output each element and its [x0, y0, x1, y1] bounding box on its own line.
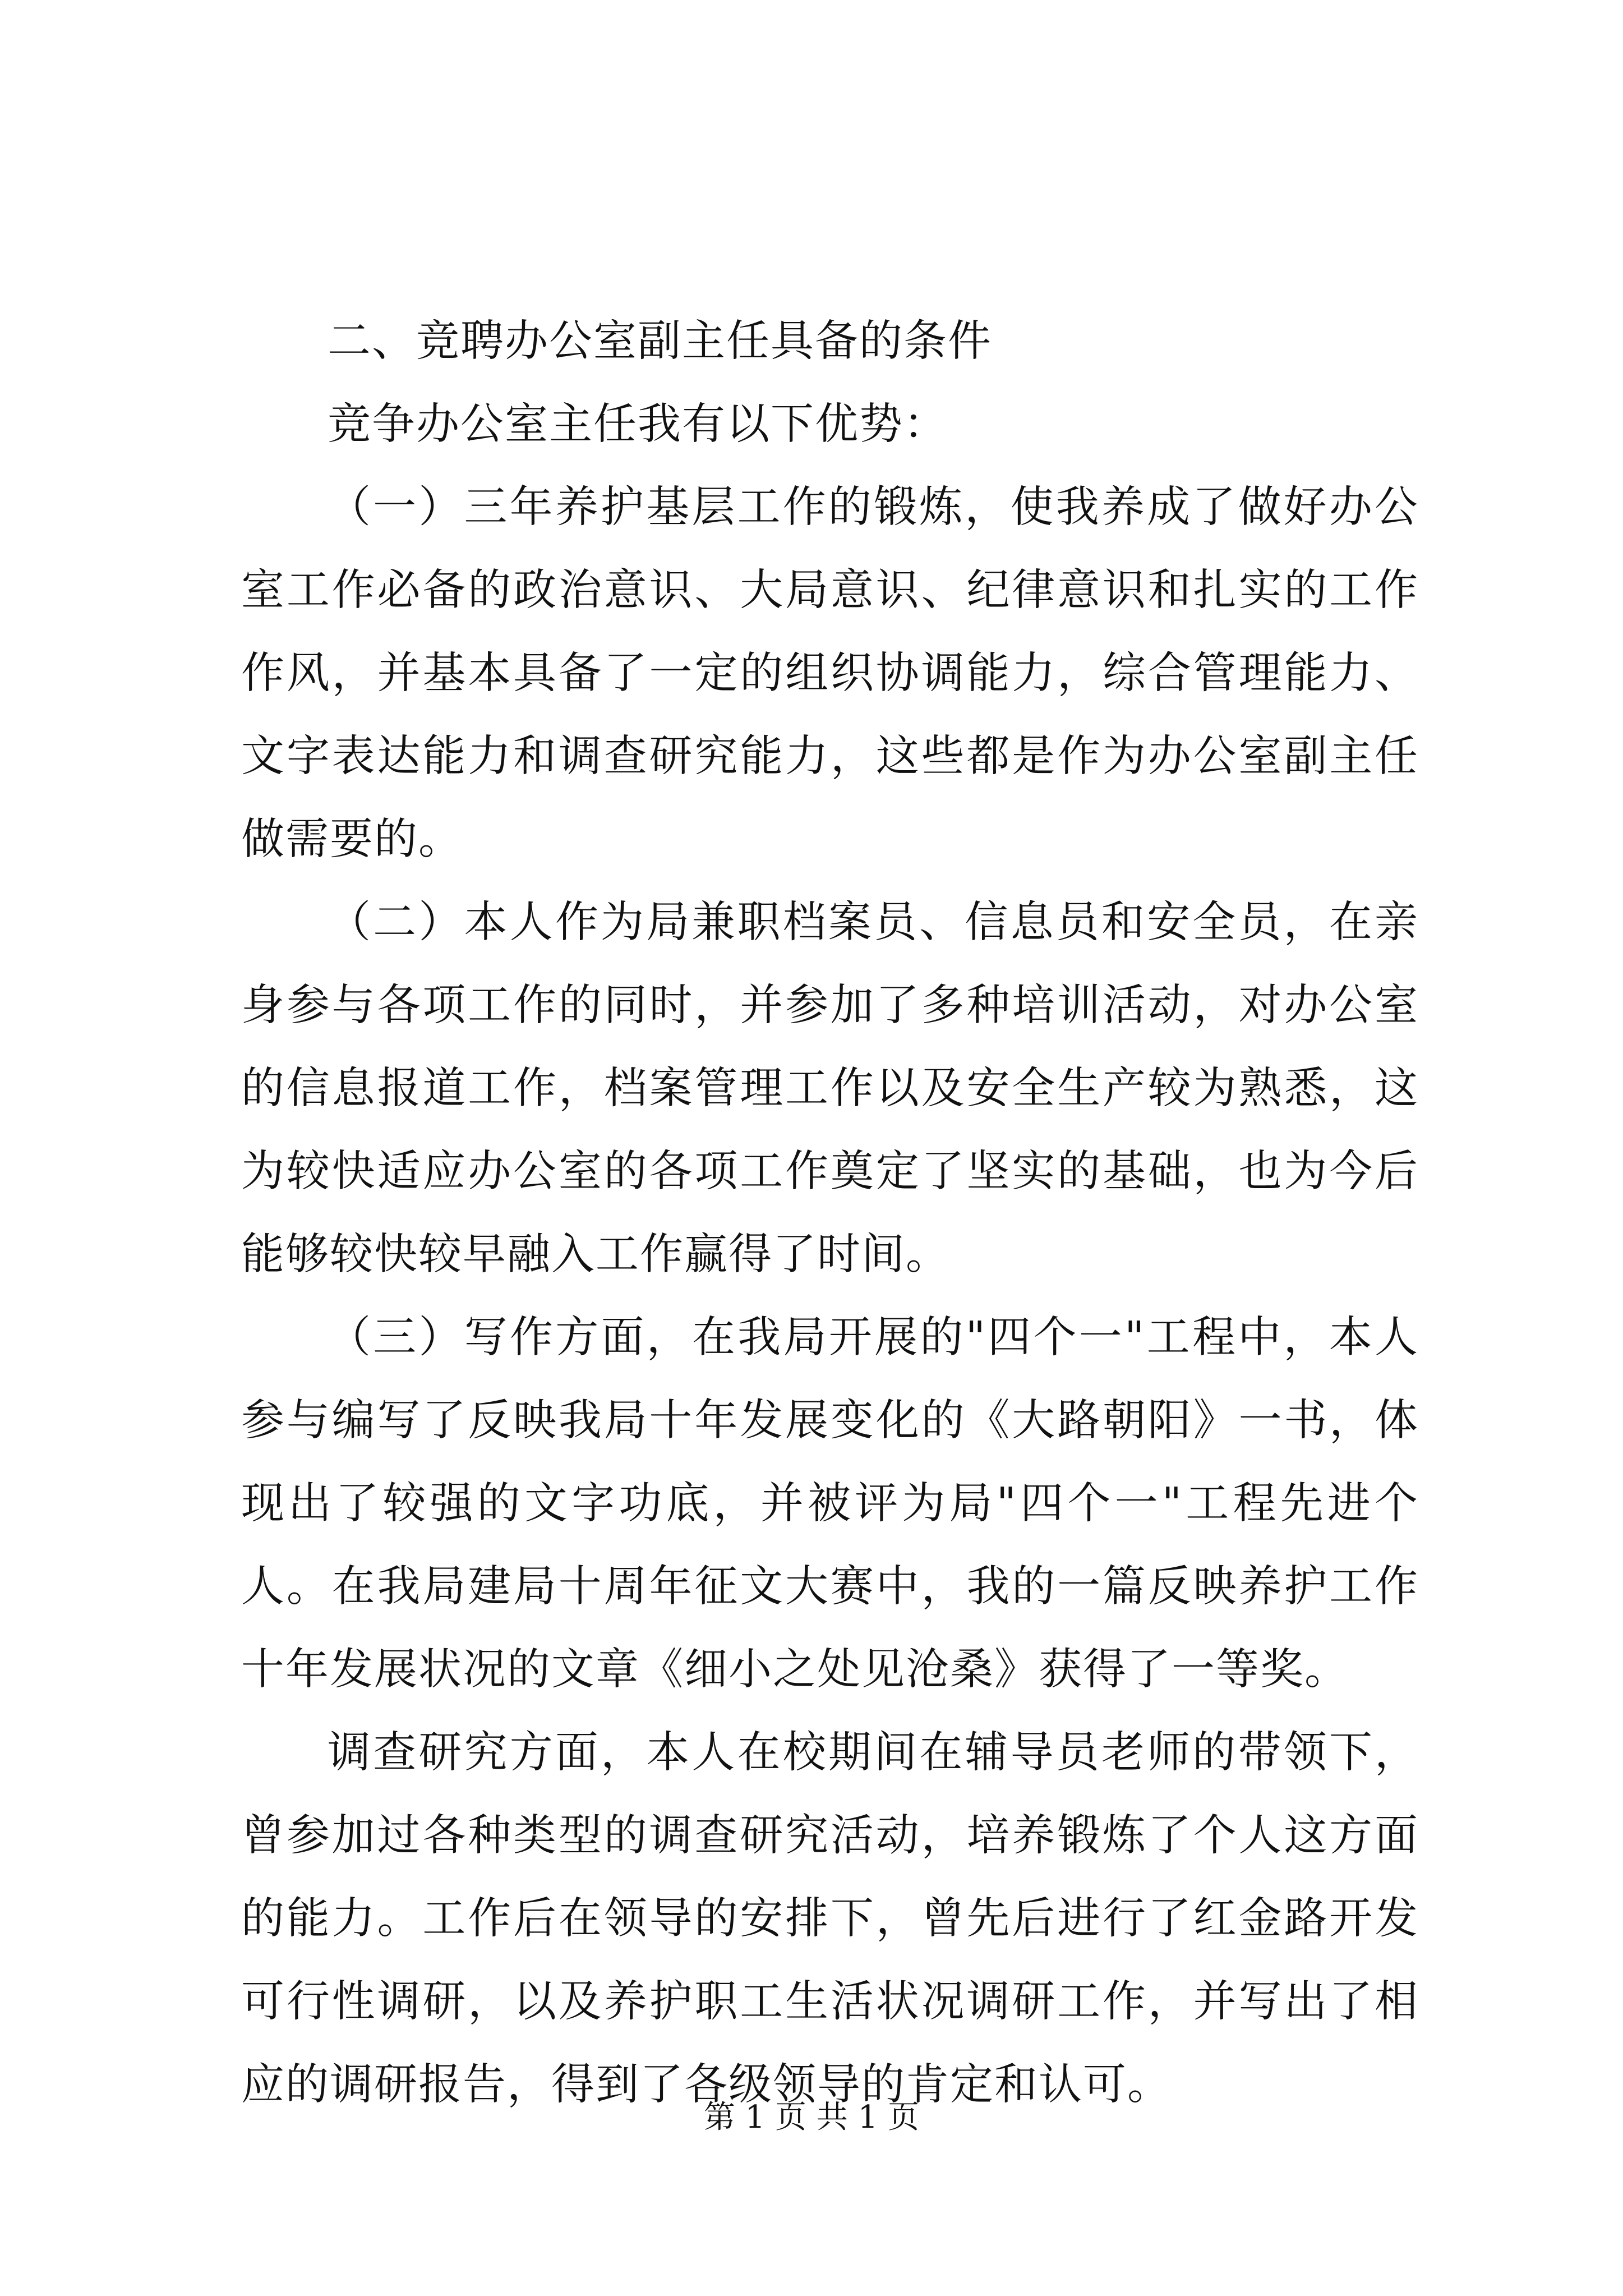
paragraph-intro: 竞争办公室主任我有以下优势： — [328, 399, 948, 449]
paragraph-point-2: （二）本人作为局兼职档案员、信息员和安全员，在亲身参与各项工作的同时，并参加了多种培训活动，对办公室的信息报道工作，档案管理工作以及安全生产较为熟悉，这为较快适应办公室的各项工作奠定了坚实的基础，也为今后能够较快较早融入工作赢得了时间。 — [241, 898, 1419, 1280]
page-number-footer: 第 1 页 共 1 页 — [703, 2099, 920, 2136]
paragraph-point-1: （一）三年养护基层工作的锻炼，使我养成了做好办公室工作必备的政治意识、大局意识、纪律意识和扎实的工作作风，并基本具备了一定的组织协调能力，综合管理能力、文字表达能力和调查研究能力，这些都是作为办公室副主任做需要的。 — [241, 482, 1419, 864]
paragraph-point-3: （三）写作方面，在我局开展的"四个一"工程中，本人参与编写了反映我局十年发展变化的《大路朝阳》一书，体现出了较强的文字功底，并被评为局"四个一"工程先进个人。在我局建局十周年征文大赛中，我的一篇反映养护工作十年发展状况的文章《细小之处见沧桑》获得了一等奖。 — [241, 1313, 1419, 1695]
section-heading: 二、竞聘办公室副主任具备的条件 — [328, 316, 992, 366]
document-body — [241, 300, 1419, 2127]
paragraph-research: 调查研究方面，本人在校期间在辅导员老师的带领下，曾参加过各种类型的调查研究活动，培养锻炼了个人这方面的能力。工作后在领导的安排下，曾先后进行了红金路开发可行性调研，以及养护职工生活状况调研工作，并写出了相应的调研报告，得到了各级领导的肯定和认可。 — [241, 1728, 1419, 2110]
